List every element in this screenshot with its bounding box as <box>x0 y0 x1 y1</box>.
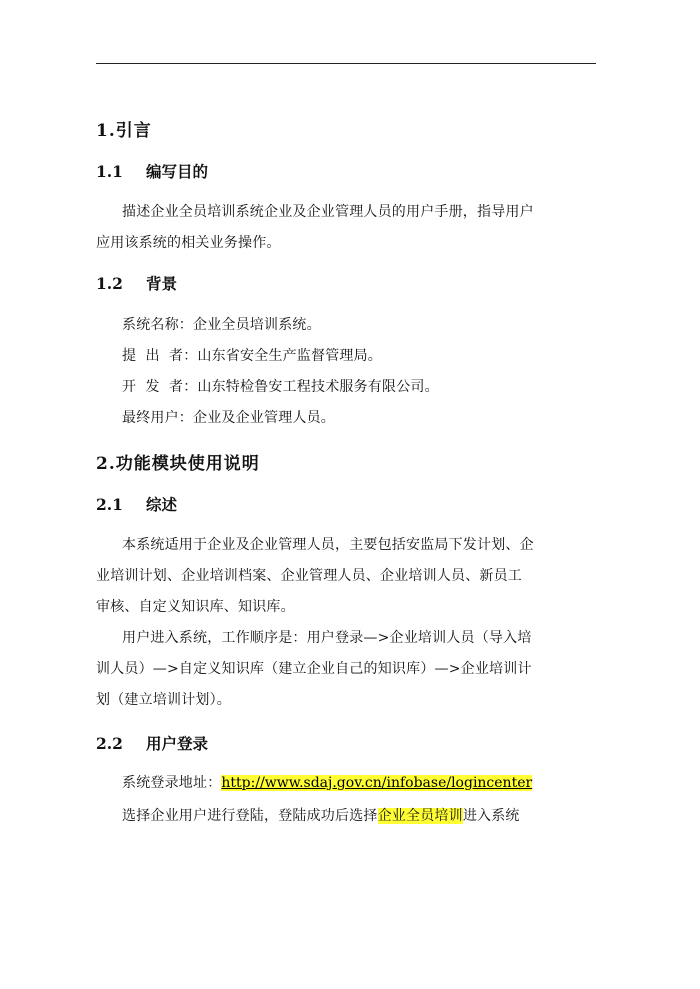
heading-number: 1.2 <box>96 274 123 293</box>
heading-2-function-modules: 2.功能模块使用说明 <box>96 454 260 474</box>
heading-number: 2.2 <box>96 734 123 753</box>
login-address-label: 系统登录地址： <box>122 775 222 791</box>
heading-number: 2.1 <box>96 495 123 514</box>
login-address-line <box>122 772 532 792</box>
heading-1-introduction: 1.引言 <box>96 121 152 141</box>
paragraph-line: 用户进入系统，工作顺序是：用户登录—>企业培训人员（导入培 <box>122 630 532 646</box>
select-instruction-line <box>122 805 520 825</box>
login-url-link[interactable]: http://www.sdaj.gov.cn/infobase/logincenter <box>221 775 533 791</box>
background-item-developer: 开 发 者：山东特检鲁安工程技术服务有限公司。 <box>122 379 439 395</box>
paragraph-line: 本系统适用于企业及企业管理人员，主要包括安监局下发计划、企 <box>122 537 534 553</box>
heading-2-1 <box>96 493 177 515</box>
heading-title: 综述 <box>146 495 178 514</box>
heading-title: 编写目的 <box>146 162 209 181</box>
heading-1-2 <box>96 272 177 294</box>
select-instruction-prefix: 选择企业用户进行登陆，登陆成功后选择 <box>122 808 378 824</box>
heading-title: 背景 <box>146 274 178 293</box>
heading-1-1 <box>96 160 208 182</box>
background-item-system-name: 系统名称：企业全员培训系统。 <box>122 317 321 333</box>
paragraph-line: 划（建立培训计划）。 <box>96 692 231 708</box>
paragraph-line: 业培训计划、企业培训档案、企业管理人员、企业培训人员、新员工 <box>96 568 522 584</box>
heading-number: 1.1 <box>96 162 123 181</box>
header-rule <box>96 63 596 64</box>
paragraph-line: 应用该系统的相关业务操作。 <box>96 235 281 251</box>
heading-title: 用户登录 <box>146 734 209 753</box>
heading-2-2 <box>96 732 208 754</box>
highlighted-term: 企业全员培训 <box>377 808 463 824</box>
select-instruction-suffix: 进入系统 <box>462 808 520 824</box>
paragraph-line: 审核、自定义知识库、知识库。 <box>96 599 295 615</box>
paragraph-line: 训人员）—>自定义知识库（建立企业自己的知识库）—>企业培训计 <box>96 661 532 677</box>
paragraph-line: 描述企业全员培训系统企业及企业管理人员的用户手册，指导用户 <box>122 204 534 220</box>
background-item-proposer: 提 出 者：山东省安全生产监督管理局。 <box>122 348 382 364</box>
background-item-end-user: 最终用户：企业及企业管理人员。 <box>122 410 335 426</box>
